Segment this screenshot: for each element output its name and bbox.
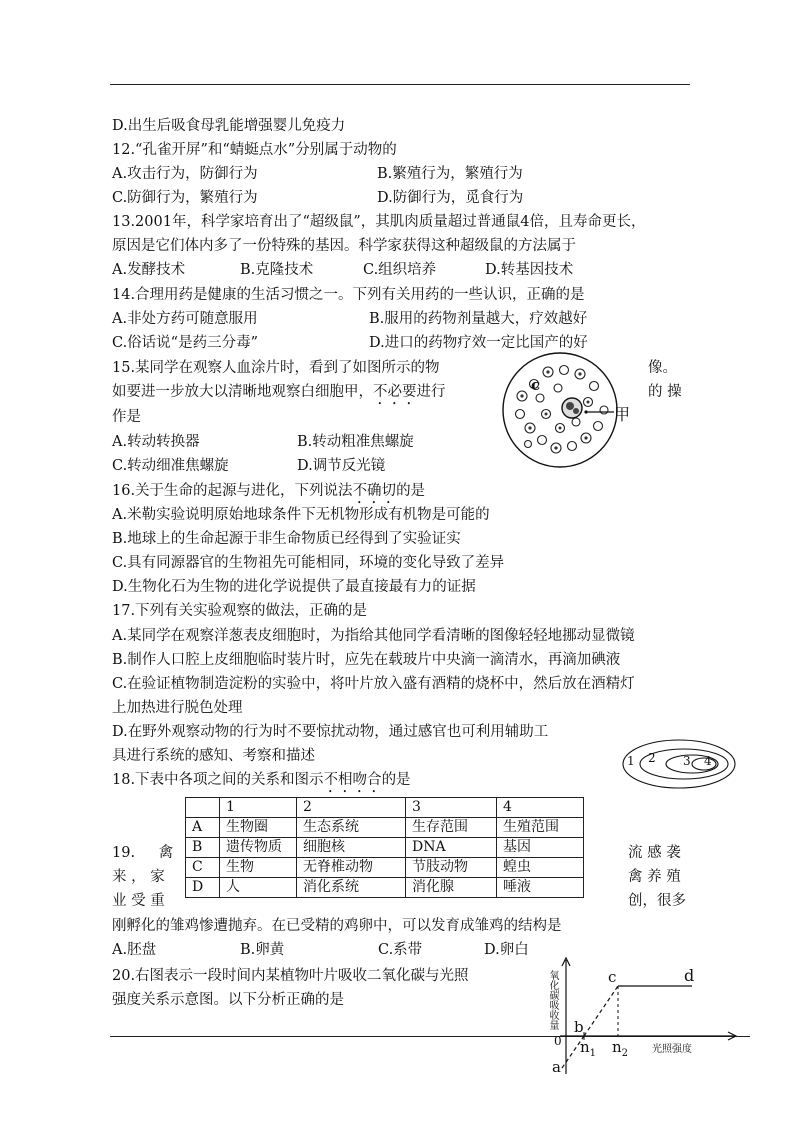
q15-stem-line2b: 进行 xyxy=(416,384,446,400)
q15-option-a: A.转动转换器 xyxy=(112,434,200,450)
table-row xyxy=(186,838,584,858)
q13-option-c: C.组织培养 xyxy=(363,262,437,278)
table-row xyxy=(186,878,584,898)
q13-option-a: A.发酵技术 xyxy=(112,262,186,278)
q19-left-line1: 19. 禽 xyxy=(112,845,174,861)
nested-ellipse-figure xyxy=(618,736,738,796)
graph-n2-label xyxy=(612,1038,628,1059)
q14-option-c: C.俗话说“是药三分毒” xyxy=(112,335,259,351)
q18-stem-a: 18.下表中各项之间的关系和图示 xyxy=(112,772,324,788)
relation-table xyxy=(185,797,584,898)
q17-option-c-line1: C.在验证植物制造淀粉的实验中，将叶片放入盛有酒精的烧杯中，然后放在酒精灯 xyxy=(112,676,635,692)
q15-stem-line1a: 15.某同学在观察人血涂片时，看到了如图所示的物 xyxy=(112,360,440,376)
q15-stem-line2 xyxy=(112,382,446,408)
table-cell: 生存范围 xyxy=(406,818,497,838)
q17-option-c-line2: 上加热进行脱色处理 xyxy=(112,700,243,716)
table-cell: DNA xyxy=(406,838,497,858)
table-cell: 唾液 xyxy=(497,878,584,898)
q19-right-line2: 禽 养 殖 xyxy=(628,869,681,885)
q19-left-line3: 业 受 重 xyxy=(112,893,165,909)
q19-option-a: A.胚盘 xyxy=(112,942,157,958)
q17-option-d-line2: 具进行系统的感知、考察和描述 xyxy=(112,748,315,764)
q18-stem xyxy=(112,770,411,796)
q13-option-d: D.转基因技术 xyxy=(485,262,574,278)
q12-option-a: A.攻击行为，防御行为 xyxy=(112,166,258,182)
graph-point-d: d xyxy=(684,966,695,985)
graph-n2-sub: 2 xyxy=(621,1048,629,1059)
q16-stem-a: 16.关于生命的起源与进化，下列说法 xyxy=(112,483,353,499)
q12-option-d: D.防御行为，觅食行为 xyxy=(377,190,524,206)
table-cell: 消化腺 xyxy=(406,878,497,898)
table-cell: B xyxy=(186,838,220,858)
blood-smear-label-jia: 甲 xyxy=(614,405,631,424)
venn-label-4: 4 xyxy=(704,754,712,768)
q14-option-d: D.进口的药物疗效一定比国产的好 xyxy=(369,335,588,351)
q17-option-a: A.某同学在观察洋葱表皮细胞时，为指给其他同学看清晰的图像轻轻地挪动显微镜 xyxy=(112,628,635,644)
q16-emphasis: 不确切 xyxy=(352,483,397,499)
q16-option-a: A.米勒实验说明原始地球条件下无机物形成有机物是可能的 xyxy=(112,507,490,523)
q15-stem-line2a: 如要进一步放大以清晰地观察白细胞甲， xyxy=(112,384,373,400)
table-cell: D xyxy=(186,878,220,898)
blood-smear-label-c: c xyxy=(531,376,541,394)
venn-label-1: 1 xyxy=(627,754,635,768)
q19-right-line3: 创，很多 xyxy=(628,893,686,909)
table-cell: 生物 xyxy=(220,858,297,878)
table-cell: 1 xyxy=(220,798,297,818)
q17-option-d-line1: D.在野外观察动物的行为时不要惊扰动物，通过感官也可利用辅助工 xyxy=(112,724,549,740)
q16-option-b: B.地球上的生命起源于非生命物质已经得到了实验证实 xyxy=(112,531,461,547)
table-cell: 消化系统 xyxy=(297,878,406,898)
q15-option-c: C.转动细准焦螺旋 xyxy=(112,458,229,474)
co2-light-graph xyxy=(540,952,740,1077)
top-rule xyxy=(110,84,690,85)
graph-xlabel: 光照强度 xyxy=(652,1044,692,1055)
q12-option-b: B.繁殖行为，繁殖行为 xyxy=(377,166,523,182)
table-header-row xyxy=(186,798,584,818)
table-cell: 人 xyxy=(220,878,297,898)
table-cell: 2 xyxy=(297,798,406,818)
q14-stem: 14.合理用药是健康的生活习惯之一。下列有关用药的一些认识，正确的是 xyxy=(112,287,585,303)
q19-option-d: D.卵白 xyxy=(484,942,529,958)
table-cell: 节肢动物 xyxy=(406,858,497,878)
q12-option-c: C.防御行为，繁殖行为 xyxy=(112,190,258,206)
table-cell: 细胞核 xyxy=(297,838,406,858)
q15-option-b: B.转动粗准焦螺旋 xyxy=(297,434,414,450)
q12-stem: 12.“孔雀开屏”和“蜻蜓点水”分别属于动物的 xyxy=(112,142,397,158)
table-cell: 遗传物质 xyxy=(220,838,297,858)
graph-point-c: c xyxy=(608,968,617,986)
table-cell: 基因 xyxy=(497,838,584,858)
table-row xyxy=(186,858,584,878)
venn-label-3: 3 xyxy=(683,754,691,768)
table-cell: C xyxy=(186,858,220,878)
table-cell: 无脊椎动物 xyxy=(297,858,406,878)
q16-stem-b: 的是 xyxy=(396,483,426,499)
q19-option-b: B.卵黄 xyxy=(240,942,285,958)
table-cell: 3 xyxy=(406,798,497,818)
q15-stem-line3: 作是 xyxy=(112,409,141,425)
graph-n1-sub: 1 xyxy=(589,1048,597,1059)
q16-option-d: D.生物化石为生物的进化学说提供了最直接最有力的证据 xyxy=(112,579,476,595)
table-cell: 生态系统 xyxy=(297,818,406,838)
graph-point-b: b xyxy=(574,1018,584,1036)
q19-option-c: C.系带 xyxy=(378,942,423,958)
q14-option-b: B.服用的药物剂量越大，疗效越好 xyxy=(369,311,588,327)
table-cell xyxy=(186,798,220,818)
table-cell: A xyxy=(186,818,220,838)
graph-origin: 0 xyxy=(554,1034,562,1048)
table-cell: 生物圈 xyxy=(220,818,297,838)
q11-option-d: D.出生后吸食母乳能增强婴儿免疫力 xyxy=(112,118,346,134)
q20-stem-line2: 强度关系示意图。以下分析正确的是 xyxy=(112,992,344,1008)
q19-right-line1: 流 感 袭 xyxy=(628,845,681,861)
table-cell: 4 xyxy=(497,798,584,818)
graph-n2: n xyxy=(612,1038,622,1056)
q18-stem-b: 的是 xyxy=(381,772,411,788)
q13-stem-line2: 原因是它们体内多了一份特殊的基因。科学家获得这种超级鼠的方法属于 xyxy=(112,238,576,254)
graph-ylabel: 氧化碳吸收量 xyxy=(547,970,558,1030)
graph-n1-label xyxy=(580,1038,596,1059)
q19-stem: 刚孵化的雏鸡惨遭抛弃。在已受精的鸡卵中，可以发育成雏鸡的结构是 xyxy=(112,918,562,934)
q15-emphasis: 不必要 xyxy=(373,384,417,400)
q15-stem-line2c: 的 操 xyxy=(648,384,682,400)
table-cell: 生殖范围 xyxy=(497,818,584,838)
q15-stem-line1b: 像。 xyxy=(648,360,677,376)
q20-stem-line1: 20.右图表示一段时间内某植物叶片吸收二氧化碳与光照 xyxy=(112,968,469,984)
q16-stem xyxy=(112,481,425,507)
table-row xyxy=(186,818,584,838)
q13-stem-line1: 13.2001年，科学家培育出了“超级鼠”，其肌肉质量超过普通鼠4倍，且寿命更长， xyxy=(112,214,646,230)
q14-option-a: A.非处方药可随意服用 xyxy=(112,311,258,327)
venn-label-2: 2 xyxy=(648,751,656,765)
q17-stem: 17.下列有关实验观察的做法，正确的是 xyxy=(112,603,368,619)
graph-n1: n xyxy=(580,1038,590,1056)
q16-option-c: C.具有同源器官的生物祖先可能相同，环境的变化导致了差异 xyxy=(112,555,505,571)
graph-point-a: a xyxy=(552,1058,561,1076)
q13-option-b: B.克隆技术 xyxy=(240,262,314,278)
q19-left-line2: 来 ， 家 xyxy=(112,869,165,885)
q15-option-d: D.调节反光镜 xyxy=(297,458,386,474)
q18-emphasis: 不相吻合 xyxy=(323,772,382,788)
q17-option-b: B.制作人口腔上皮细胞临时装片时，应先在载玻片中央滴一滴清水，再滴加碘液 xyxy=(112,652,621,668)
table-cell: 蝗虫 xyxy=(497,858,584,878)
